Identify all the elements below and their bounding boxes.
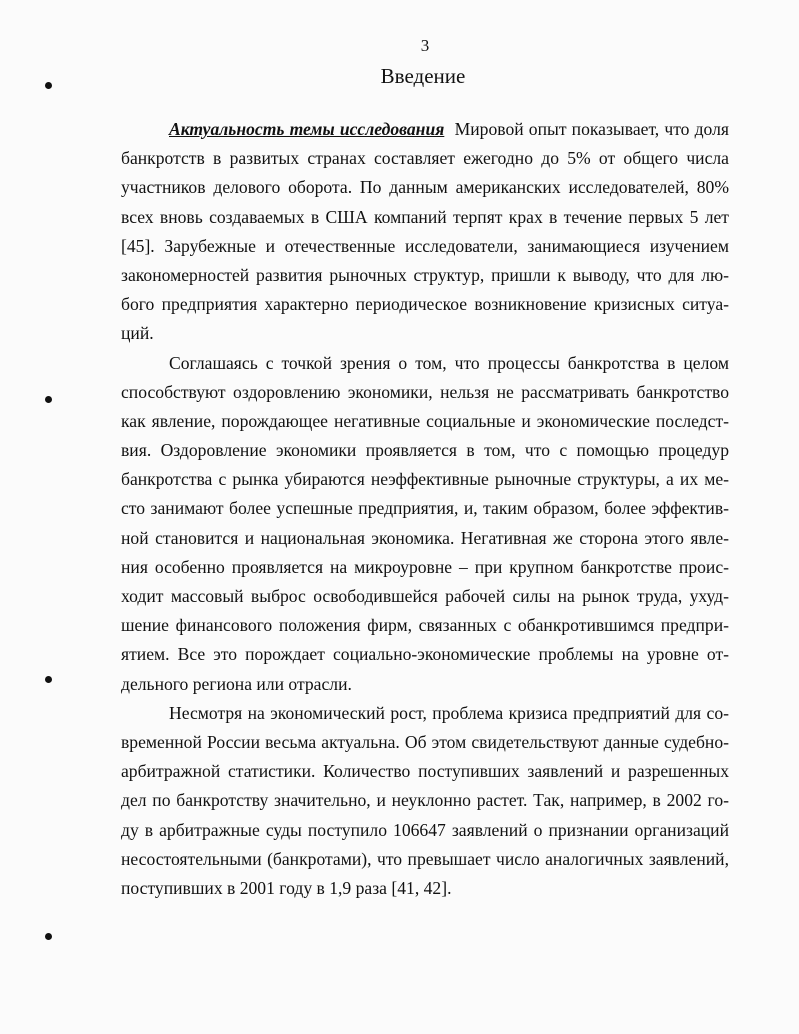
paragraph-line-text: Мировой опыт показывает, что доля [454,119,729,139]
binder-hole [45,676,52,683]
paragraph-line: ходит массовый выброс освободившейся рабочей силы на рынок труда, ухуд- [121,586,729,606]
paragraph-line: ной становится и национальная экономика. Негативная же сторона этого явле- [121,527,729,548]
paragraph-line: ций. [121,323,154,344]
binder-hole [45,933,52,940]
paragraph-line: несостоятельными (банкротами), что превышает число аналогичных заявлений, [121,848,729,869]
paragraph-line: Соглашаясь с точкой зрения о том, что процессы банкротства в целом [169,352,729,373]
paragraph-line: банкротств в развитых странах составляет ежегодно до 5% от общего числа [121,148,729,169]
paragraph-line: шение финансового положения фирм, связанных с обанкротившимся предпри- [121,615,729,636]
paragraph-line: способствуют оздоровлению экономики, нельзя не рассматривать банкротство [121,381,729,402]
paragraph [121,699,729,903]
paragraph-line: всех вновь создаваемых в США компаний терпят крах в течение первых 5 лет [121,206,729,227]
lead-phrase: Актуальность темы исследования [169,119,445,139]
paragraph-line: сто занимают более успешные предприятия, и, таким образом, более эффектив- [121,498,729,519]
paragraph-line: поступивших в 2001 году в 1,9 раза [41, 42]. [121,877,452,898]
binder-hole [45,82,52,89]
paragraph-line: закономерностей развития рыночных структур, пришли к выводу, что для лю- [121,264,729,285]
paragraph-line: дельного региона или отрасли. [121,673,352,694]
paragraph-line [121,115,729,144]
paragraph-line: участников делового оборота. По данным американских исследователей, 80% [121,177,729,198]
paragraph-line: как явление, порождающее негативные социальные и экономические последст- [121,410,729,431]
paragraph-line: вия. Оздоровление экономики проявляется в том, что с помощью процедур [121,440,729,461]
paragraph-line: банкротства с рынка убираются неэффективные рыночные структуры, а их ме- [121,469,729,490]
paragraph-line: Несмотря на экономический рост, проблема кризиса предприятий для со- [169,702,729,723]
paragraph-line: временной России весьма актуальна. Об этом свидетельствуют данные судебно- [121,731,729,752]
paragraph-line: ния особенно проявляется на микроуровне – при крупном банкротстве проис- [121,556,729,577]
paragraph [121,349,729,699]
paragraph-line: [45]. Зарубежные и отечественные исследователи, занимающиеся изучением [121,235,729,256]
paragraph [121,115,729,349]
body-text [121,115,729,903]
binder-hole [45,396,52,403]
page-title: Введение [380,64,466,88]
paragraph-line: ду в арбитражные суды поступило 106647 заявлений о признании организаций [121,819,729,840]
paragraph-line: дел по банкротству значительно, и неуклонно растет. Так, например, в 2002 го- [121,790,729,811]
paragraph-line: арбитражной статистики. Количество поступивших заявлений и разрешенных [121,761,729,782]
paragraph-line: ятием. Все это порождает социально-экономические проблемы на уровне от- [121,644,729,665]
page-number: 3 [420,36,430,55]
paragraph-line: бого предприятия характерно периодическое возникновение кризисных ситуа- [121,294,729,315]
